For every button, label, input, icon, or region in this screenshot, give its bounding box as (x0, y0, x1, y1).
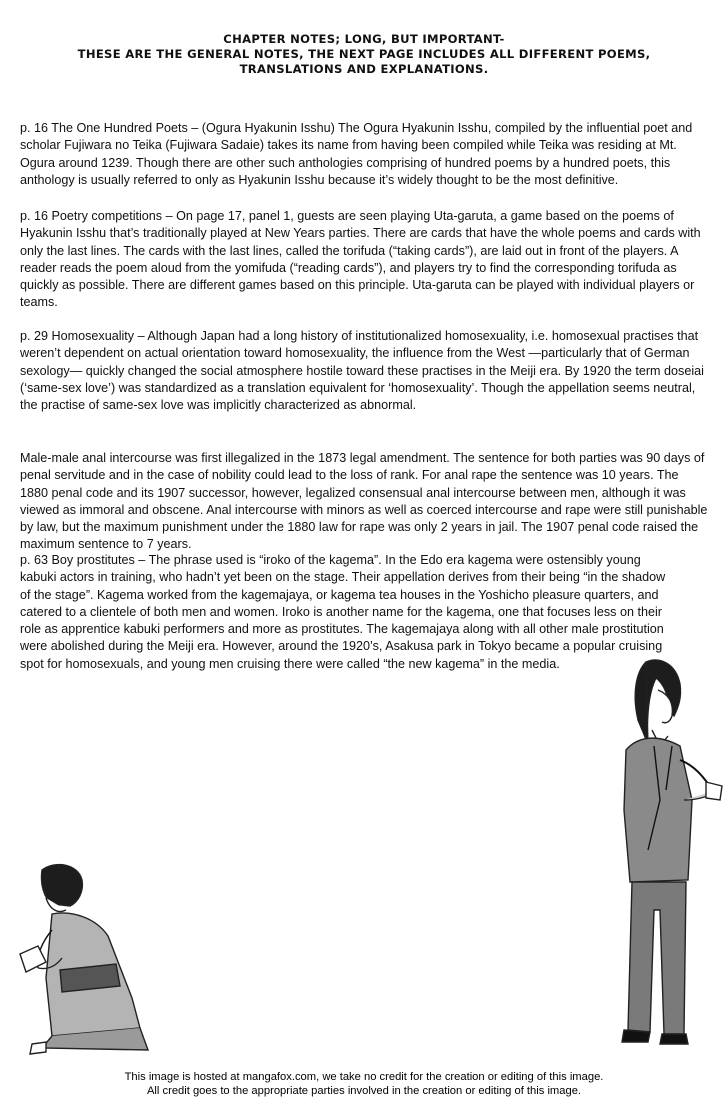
note-homosexuality: p. 29 Homosexuality – Although Japan had a long history of institutionalized homosexuality, i.e. homosexual practises that weren’t dependent on actual orientation toward homosexuality, the influence from the West —particularly that of German sexology— quickly changed the social atmosphere hostile toward these practises in the Meiji era. By 1920 the term doseiai (‘same-sex love’) was standardized as a translation equivalent for ‘homosexuality’. Though the appellation seems neutral, the practise of same-sex love was implicitly characterized as abnormal. (20, 329, 704, 413)
header-line-3: TRANSLATIONS AND EXPLANATIONS. (239, 62, 489, 76)
note-boy-prostitutes: p. 63 Boy prostitutes – The phrase used is “iroko of the kagema”. In the Edo era kagema were ostensibly young kabuki actors in training, who hadn’t yet been on the stage. Their appellation derives from their being “in the shadow of the stage”. Kagema worked from the kagemajaya, or kagema tea houses in the Yoshicho pleasure quarters, and catered to a clientele of both men and women. Iroko is another name for the kagema, one that focuses less on their role as apprentice kabuki performers and more as prostitutes. The kagemajaya along with all other male prostitution were abolished during the Meiji era. However, around the 1920’s, Asakusa park in Tokyo became a popular cruising spot for homosexuals, and young men cruising there were called “the new kagema” in the media. (20, 553, 666, 671)
standing-man-illustration (588, 650, 728, 1050)
kneeling-boy-illustration (12, 858, 162, 1063)
note-legal-history: Male-male anal intercourse was first illegalized in the 1873 legal amendment. The sentence for both parties was 90 days of penal servitude and in the case of nobility could lead to the loss of rank. For anal rape the sentence was 10 years. The 1880 penal code and its 1907 successor, however, legalized consensual anal intercourse between men, although it was viewed as immoral and obscene. Anal intercourse with minors as well as coerced intercourse and rape were still punishable by law, but the maximum punishment under the 1880 law for rape was only 2 years in jail. The 1907 penal code raised the maximum sentence to 7 years. (20, 451, 708, 552)
header-line-2: THESE ARE THE GENERAL NOTES, THE NEXT PAGE INCLUDES ALL DIFFERENT POEMS, (77, 47, 651, 61)
note-one-hundred-poets: p. 16 The One Hundred Poets – (Ogura Hyakunin Isshu) The Ogura Hyakunin Isshu, compiled by the influential poet and scholar Fujiwara no Teika (Fujiwara Sadaie) takes its name from having been compiled while Teika was residing at Mt. Ogura around 1239. Though there are other such anthologies comprising of hundred poems by a hundred poets, this anthology is usually referred to only as Hyakunin Isshu because it’s widely thought to be the most definitive. (20, 121, 693, 187)
hosting-disclaimer (0, 1070, 728, 1098)
note-poetry-competitions: p. 16 Poetry competitions – On page 17, panel 1, guests are seen playing Uta-garuta, a game based on the poems of Hyakunin Isshu that’s traditionally played at New Years parties. There are cards that have the whole poems and cards with only the last lines. The cards with the last lines, called the torifuda (“taking cards”), are laid out in front of the players. A reader reads the poem aloud from the yomifuda (“reading cards”), and players try to find the corresponding torifuda as quickly as possible. There are different games based on this principle. Uta-garuta can be played with individual players or teams. (20, 209, 701, 310)
chapter-notes-header (20, 32, 708, 77)
footer-line-2: All credit goes to the appropriate parties involved in the creation or editing of this image. (146, 1085, 582, 1097)
footer-line-1: This image is hosted at mangafox.com, we take no credit for the creation or editing of this image. (124, 1071, 604, 1083)
header-line-1: CHAPTER NOTES; LONG, BUT IMPORTANT- (223, 32, 505, 46)
